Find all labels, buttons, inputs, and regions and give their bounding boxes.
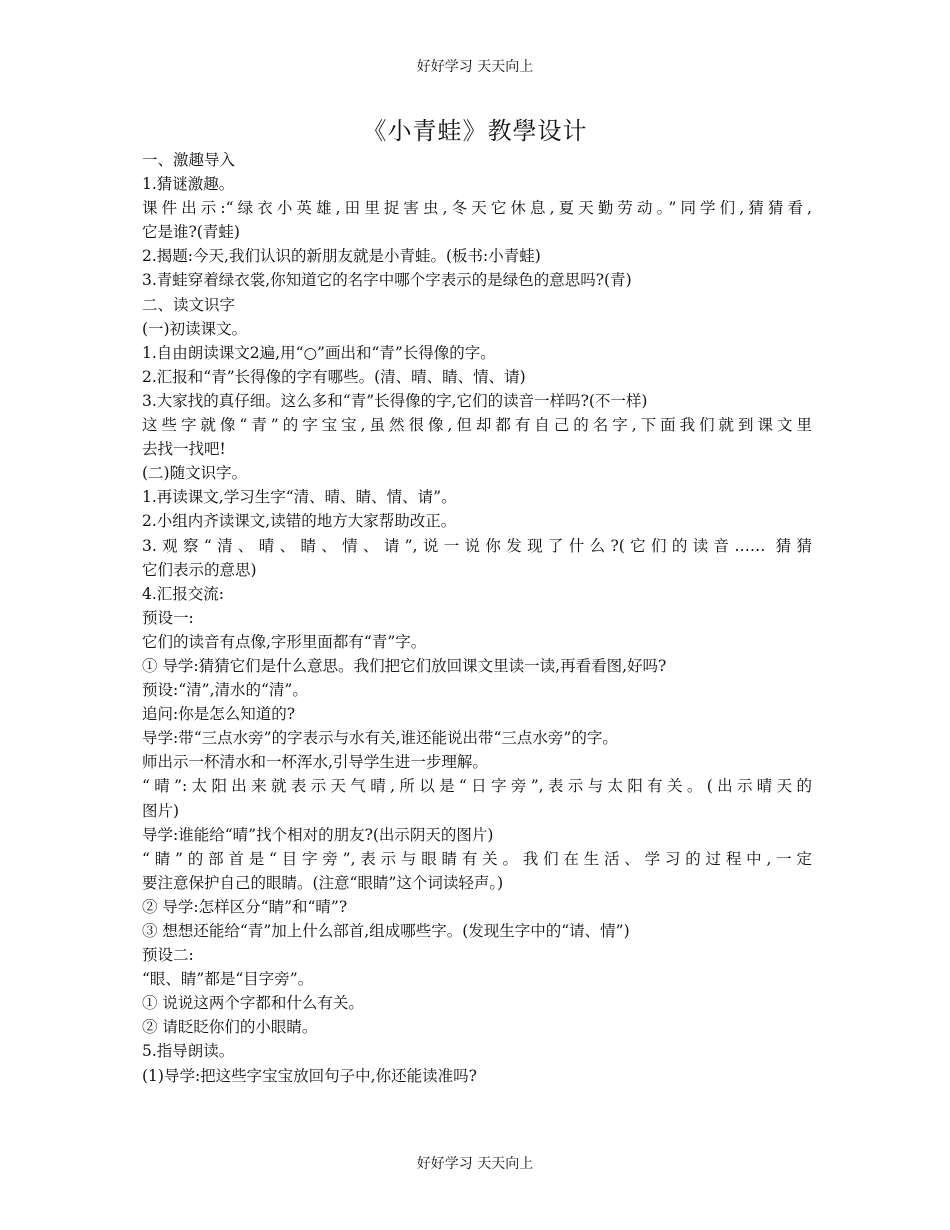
paragraph-line: “晴”:太阳出来就表示天气晴,所以是“日字旁”,表示与太阳有关。(出示晴天的 <box>142 777 812 796</box>
document-title: 《小青蛙》教學设计 <box>362 117 588 145</box>
paragraph-line: 预设一: <box>142 608 194 627</box>
paragraph-line: 去找一找吧! <box>142 440 226 459</box>
paragraph-line: 要注意保护自己的眼睛。(注意“眼睛”这个词读轻声。) <box>142 873 504 892</box>
paragraph-line: 追问:你是怎么知道的? <box>142 705 296 724</box>
page-footer: 好好学习 天天向上 <box>416 1156 534 1172</box>
paragraph-line: 3.青蛙穿着绿衣裳,你知道它的名字中哪个字表示的是绿色的意思吗?(青) <box>142 271 632 290</box>
paragraph-line: “睛”的部首是“目字旁”,表示与眼睛有关。我们在生活、学习的过程中,一定 <box>142 849 812 868</box>
paragraph-line: 预设:“清”,清水的“清”。 <box>142 681 308 700</box>
paragraph-line: 课件出示:“绿衣小英雄,田里捉害虫,冬天它休息,夏天勤劳动。”同学们,猜猜看, <box>142 199 812 218</box>
subsection-heading: (二)随文识字。 <box>142 464 248 483</box>
paragraph-line: 这些字就像“青”的字宝宝,虽然很像,但却都有自己的名字,下面我们就到课文里 <box>142 416 812 435</box>
paragraph-line: 3.大家找的真仔细。这么多和“青”长得像的字,它们的读音一样吗?(不一样) <box>142 391 648 410</box>
paragraph-line: 4.汇报交流: <box>142 584 225 603</box>
paragraph-line: 1.自由朗读课文2遍,用“○”画出和“青”长得像的字。 <box>142 343 496 362</box>
paragraph-line: 它们表示的意思) <box>142 560 257 579</box>
paragraph-line: ① 导学:猜猜它们是什么意思。我们把它们放回课文里读一读,再看看图,好吗? <box>142 656 667 675</box>
paragraph-line: 图片) <box>142 801 180 820</box>
paragraph-line: ② 导学:怎样区分“睛”和“晴”? <box>142 897 348 916</box>
paragraph-line: “眼、睛”都是“目字旁”。 <box>142 970 314 989</box>
paragraph-line: 它是谁?(青蛙) <box>142 223 240 242</box>
section-heading-intro: 一、激趣导入 <box>142 151 236 169</box>
paragraph-line: ① 说说这两个字都和什么有关。 <box>142 994 364 1013</box>
paragraph-line: 它们的读音有点像,字形里面都有“青”字。 <box>142 632 427 651</box>
paragraph-line: 导学:谁能给“晴”找个相对的朋友?(出示阴天的图片) <box>142 825 494 844</box>
paragraph-line: 5.指导朗读。 <box>142 1042 235 1061</box>
paragraph-line: ② 请眨眨你们的小眼睛。 <box>142 1018 318 1037</box>
paragraph-line: (1)导学:把这些字宝宝放回句子中,你还能读准吗? <box>142 1066 477 1085</box>
paragraph-line: 1.再读课文,学习生字“清、晴、睛、情、请”。 <box>142 488 457 507</box>
paragraph-line: 2.汇报和“青”长得像的字有哪些。(清、晴、睛、情、请) <box>142 367 526 386</box>
paragraph-line: 2.小组内齐读课文,读错的地方大家帮助改正。 <box>142 512 457 531</box>
paragraph-line: 导学:带“三点水旁”的字表示与水有关,谁还能说出带“三点水旁”的字。 <box>142 729 618 748</box>
paragraph-line: 师出示一杯清水和一杯浑水,引导学生进一步理解。 <box>142 753 488 772</box>
paragraph-line: 3.观察“清、晴、睛、情、请”,说一说你发现了什么?(它们的读音…… 猜猜 <box>142 536 812 555</box>
paragraph-line: 2.揭题:今天,我们认识的新朋友就是小青蛙。(板书:小青蛙) <box>142 247 541 266</box>
section-heading-reading: 二、读文识字 <box>142 295 236 314</box>
paragraph-line: 预设二: <box>142 946 194 965</box>
subsection-heading: (一)初读课文。 <box>142 319 248 338</box>
paragraph-line: ③ 想想还能给“青”加上什么部首,组成哪些字。(发现生字中的“请、情”) <box>142 922 630 940</box>
page-header: 好好学习 天天向上 <box>416 59 534 75</box>
document-body <box>142 148 812 1088</box>
paragraph-line: 1.猜谜激趣。 <box>142 175 235 194</box>
